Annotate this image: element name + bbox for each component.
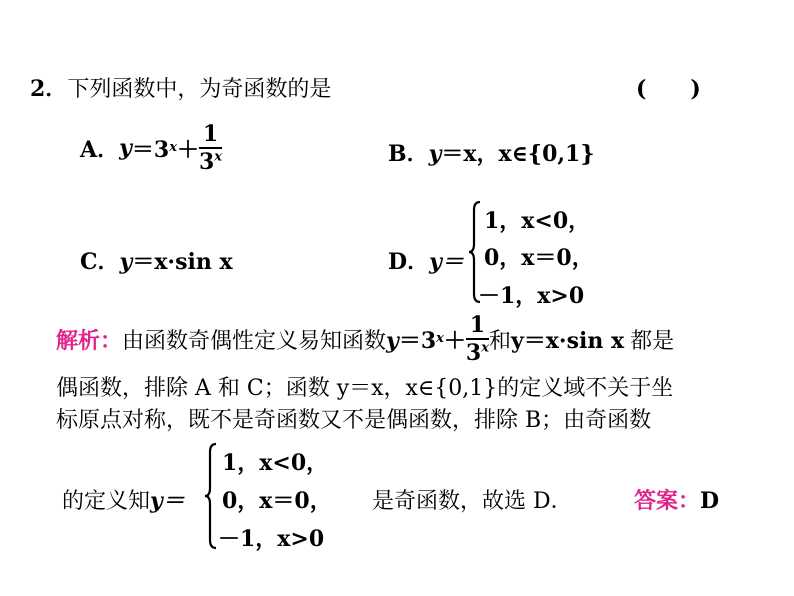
answer-line [634, 484, 719, 515]
option-d-lhs: y＝ [429, 249, 464, 275]
option-a-numerator: 1 [199, 123, 222, 149]
option-b-y: y [428, 141, 442, 167]
solution-f1-base: y＝3 [386, 327, 437, 354]
option-a-label: A． [80, 136, 120, 163]
solution-line4-lhs: y＝ [150, 488, 185, 514]
option-b-label: B． [388, 141, 429, 167]
solution-case-3: －1，x>0 [218, 526, 325, 552]
option-a-base: ＝3 [131, 136, 170, 163]
solution-line-1 [56, 313, 674, 365]
solution-line-2: 偶函数，排除 A 和 C；函数 y＝x，x∈{0,1}的定义域不关于坐 [56, 376, 674, 401]
question-number: 2． [30, 76, 68, 102]
option-a-den-exp: x [214, 149, 223, 165]
solution-case-1: 1，x<0， [222, 450, 329, 476]
solution-line1-pre: 由函数奇偶性定义易知函数 [122, 328, 387, 354]
solution-line1-post: 都是 [630, 328, 675, 354]
option-b [388, 137, 595, 168]
option-a-y: y [119, 135, 132, 161]
solution-f1-exp: x [436, 331, 444, 346]
option-a-exp: x [169, 140, 177, 155]
option-d-label: D． [388, 249, 430, 275]
solution-line-3: 标原点对称，既不是奇函数又不是偶函数，排除 B；由奇函数 [56, 408, 652, 433]
solution-f1-plus: ＋ [443, 327, 466, 354]
solution-line4-pre-text: 的定义知 [62, 489, 151, 514]
option-b-expr: ＝x，x∈{0,1} [441, 141, 595, 167]
option-c [80, 245, 233, 276]
solution-den-exp: x [481, 340, 489, 356]
option-d-case-3: －1，x>0 [478, 283, 585, 309]
question-stem [30, 72, 331, 103]
solution-numerator: 1 [466, 314, 489, 340]
option-d-label-row [388, 245, 464, 276]
answer-parentheses: ( ) [636, 76, 701, 102]
option-a-den-base: 3 [198, 149, 215, 175]
solution-tag: 解析： [56, 327, 123, 354]
solution-case-2: 0，x＝0， [222, 488, 332, 514]
solution-line4-post: 是奇函数，故选 D． [372, 489, 573, 514]
option-c-expr: ＝x·sin x [132, 249, 233, 275]
solution-f2: y＝x·sin x [511, 327, 625, 354]
solution-and: 和 [489, 328, 512, 354]
option-c-label: C． [80, 249, 120, 275]
option-d-case-2: 0，x＝0， [484, 245, 594, 271]
option-d-case-1: 1，x<0， [484, 208, 591, 234]
solution-den-base: 3 [465, 340, 482, 366]
answer-value: D [700, 488, 720, 514]
option-a-fraction [199, 123, 222, 173]
option-c-y: y [119, 249, 133, 275]
answer-tag: 答案： [634, 488, 701, 514]
option-a-plus: ＋ [176, 136, 199, 163]
solution-line4-pre [62, 484, 185, 515]
solution-brace [204, 442, 218, 550]
solution-fraction [466, 314, 489, 364]
question-text: 下列函数中，为奇函数的是 [67, 77, 332, 102]
option-a [80, 120, 222, 176]
